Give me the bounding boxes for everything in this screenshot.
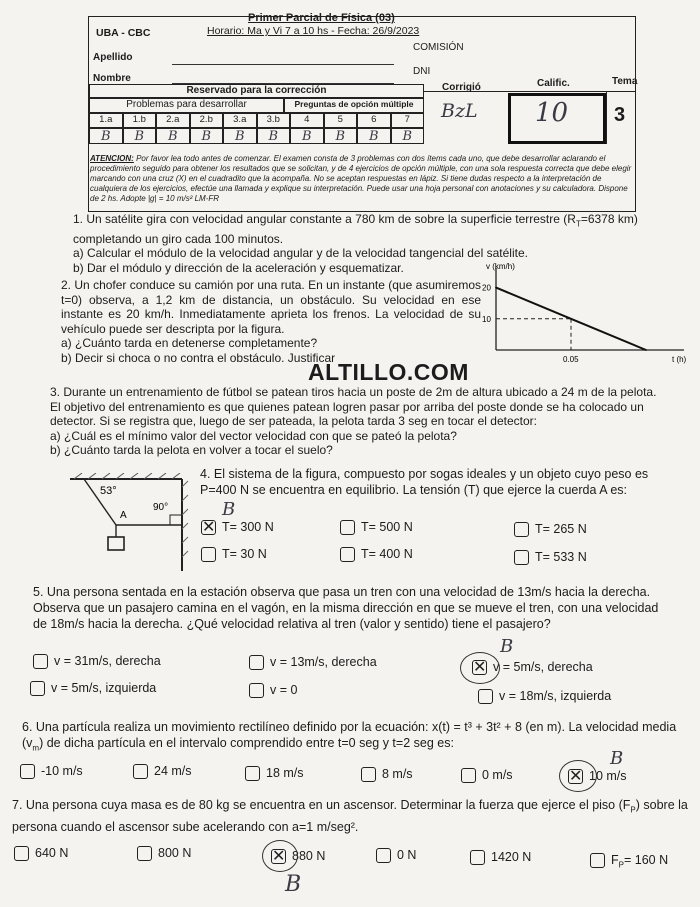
- grade-label: Calific.: [537, 78, 570, 89]
- y-tick-label: 10: [482, 314, 491, 324]
- checkbox[interactable]: [376, 848, 391, 863]
- q7-option-5[interactable]: [470, 850, 531, 865]
- x-tick-label: 0.05: [563, 355, 579, 364]
- y-tick-label: 20: [482, 283, 491, 293]
- q4-option-4-label: T= 30 N: [222, 547, 267, 561]
- q7-text-end: ) sobre la persona cuando el ascensor sube acelerando con a=1 m/seg².: [12, 798, 688, 834]
- q3-a: a) ¿Cuál es el mínimo valor del vector velocidad con que se pateó la pelota?: [50, 428, 457, 443]
- angle-53: 53°: [100, 485, 117, 497]
- q5-option-4[interactable]: [30, 681, 156, 696]
- q1-sub: T: [575, 219, 581, 229]
- checkbox[interactable]: [249, 655, 264, 670]
- q5-option-5[interactable]: [249, 683, 297, 698]
- q5-option-5-label: v = 0: [270, 683, 298, 697]
- q6-option-4[interactable]: [361, 767, 413, 782]
- exam-title: Primer Parcial de Física (03): [248, 12, 395, 24]
- checkbox[interactable]: [249, 683, 264, 698]
- grade-mark: B: [89, 128, 123, 144]
- right-angle-mark: [170, 515, 182, 525]
- q6-annotation: B: [610, 748, 624, 769]
- q5-option-4-label: v = 5m/s, izquierda: [51, 681, 157, 695]
- q6-text: 6. Una partícula realiza un movimiento rectilíneo definido por la ecuación: x(t) = t³ + 3t² + 8 (en m). La velocidad media (v: [22, 720, 677, 750]
- q6-option-3-label: 18 m/s: [266, 766, 304, 780]
- q5-option-3-label: v = 5m/s, derecha: [493, 660, 593, 674]
- corrector-signature: BzL: [441, 100, 478, 122]
- q6-option-2-label: 24 m/s: [154, 764, 192, 778]
- q4-option-2-label: T= 500 N: [361, 520, 413, 534]
- q1-b: b) Dar el módulo y dirección de la aceleración y esquematizar.: [73, 260, 404, 275]
- q6: [22, 719, 687, 757]
- q2-a: a) ¿Cuánto tarda en detenerse completamente?: [61, 336, 318, 350]
- grade-mark: B: [357, 128, 391, 144]
- checkbox[interactable]: [30, 681, 45, 696]
- q5-answer-circle: [460, 652, 500, 684]
- data-point: [570, 318, 572, 320]
- column-header: 1.b: [123, 113, 157, 128]
- grade-mark: B: [391, 128, 425, 144]
- q7-option-3-label: 880 N: [292, 849, 326, 863]
- q6-option-3[interactable]: [245, 766, 304, 781]
- q4-option-1-label: T= 300 N: [222, 520, 274, 534]
- q1-text-end: =6378 km) completando un giro cada 100 minutos.: [73, 212, 638, 246]
- column-header: 6: [357, 113, 391, 128]
- q7-option-4[interactable]: [376, 848, 416, 863]
- q1-text: 1. Un satélite gira con velocidad angular constante a 780 km de sobre la superficie terrestre (R: [73, 212, 576, 226]
- data-point: [645, 349, 647, 351]
- checkbox[interactable]: [361, 767, 376, 782]
- angle-90: 90°: [153, 502, 169, 513]
- commission-label: COMISIÓN: [413, 42, 464, 53]
- q4-option-1[interactable]: [201, 520, 274, 535]
- topic-label: Tema: [612, 76, 638, 87]
- q5-option-6[interactable]: [478, 689, 611, 704]
- data-point: [495, 287, 497, 289]
- q4-option-5[interactable]: [340, 547, 413, 562]
- watermark: ALTILLO.COM: [308, 359, 469, 385]
- q4-option-4[interactable]: [201, 547, 267, 562]
- grade-mark: B: [290, 128, 324, 144]
- grade-value: 10: [535, 98, 569, 128]
- velocity-time-chart: [482, 258, 692, 370]
- column-header: 3.a: [223, 113, 257, 128]
- q6-option-1-label: -10 m/s: [41, 764, 83, 778]
- q4-annotation: B: [222, 499, 236, 520]
- name-label: Nombre: [93, 73, 131, 84]
- checkbox-marked[interactable]: [201, 520, 216, 535]
- q3-text: 3. Durante un entrenamiento de fútbol se patean tiros hacia un poste de 2m de altura ubicado a 24 m de la pelota. El objetivo del entrenamiento es que quienes patean logren pasar por arriba del poste donde se ha colocado un detector. Si se registra que, luego de ser pateada, la pelota tarda 3 seg en tocar el detector:: [50, 385, 657, 428]
- mc-label: Preguntas de opción múltiple: [284, 98, 424, 113]
- grade-mark: B: [123, 128, 157, 144]
- q2: [61, 278, 481, 365]
- surname-line[interactable]: [172, 64, 394, 65]
- q6-sub: m: [32, 743, 40, 753]
- x-axis-label: t (h): [672, 355, 687, 364]
- q7: [12, 797, 692, 835]
- q6-option-1[interactable]: [20, 764, 83, 779]
- q6-text-end: ) de dicha partícula en el intervalo comprendido entre t=0 seg y t=2 seg es:: [39, 736, 454, 750]
- q4-text: 4. El sistema de la figura, compuesto por sogas ideales y un objeto cuyo peso es P=400 N se encuentra en equilibrio. La tensión (T) que ejerce la cuerda A es:: [200, 467, 649, 497]
- column-header: 2.a: [156, 113, 190, 128]
- q7-option-6-label: = 160 N: [623, 853, 669, 867]
- q7-annotation: B: [285, 872, 302, 897]
- column-header: 5: [324, 113, 358, 128]
- q6-option-5-label: 0 m/s: [482, 768, 513, 782]
- q4-option-6-label: T= 533 N: [535, 550, 587, 564]
- q7-option-2-label: 800 N: [158, 846, 192, 860]
- q5-text: 5. Una persona sentada en la estación observa que pasa un tren con una velocidad de 13m/s hacia la derecha. Observa que un pasajero camina en el vagón, en la misma dirección en que se mueve el tren, con una velocidad de 18m/s hacia la derecha. ¿Qué velocidad relativa al tren (valor y sentido) tiene el pasajero?: [33, 585, 659, 631]
- q3-b: b) ¿Cuánto tarda la pelota en volver a tocar el suelo?: [50, 443, 333, 457]
- q7-answer-circle: [262, 840, 298, 872]
- q4-option-5-label: T= 400 N: [361, 547, 413, 561]
- checkbox[interactable]: [514, 522, 529, 537]
- checkbox[interactable]: [201, 547, 216, 562]
- q7-option-2[interactable]: [137, 846, 191, 861]
- q5-annotation: B: [500, 636, 514, 657]
- problems-label: Problemas para desarrollar: [89, 98, 284, 113]
- column-header: 1.a: [89, 113, 123, 128]
- dni-label: DNI: [413, 66, 431, 77]
- q7-option-6-label-f: F: [611, 853, 619, 867]
- surname-label: Apellido: [93, 52, 133, 63]
- column-header: 2.b: [190, 113, 224, 128]
- q5-option-2-label: v = 13m/s, derecha: [270, 655, 377, 669]
- grade-mark: B: [257, 128, 291, 144]
- reserved-label: Reservado para la corrección: [89, 84, 424, 98]
- q4-option-6[interactable]: [514, 550, 587, 565]
- q2-b: b) Decir si choca o no contra el obstáculo. Justificar: [61, 350, 336, 365]
- column-header: 3.b: [257, 113, 291, 128]
- q6-option-5[interactable]: [461, 768, 513, 783]
- checkbox[interactable]: [590, 853, 605, 868]
- grade-mark: B: [190, 128, 224, 144]
- notice: [90, 154, 634, 204]
- q2-text: 2. Un chofer conduce su camión por una ruta. En un instante (que asumiremos t=0) observa, a 1,2 km de distancia, un obstáculo. Su velocidad en ese instante es 20 km/h. Inmediatamente aprieta los frenos. La velocidad de su vehículo puede ser descripta por la figura.: [61, 278, 481, 336]
- checkbox[interactable]: [20, 764, 35, 779]
- checkbox[interactable]: [514, 550, 529, 565]
- checkbox[interactable]: [340, 547, 355, 562]
- q5-option-2[interactable]: [249, 655, 377, 670]
- checkbox[interactable]: [245, 766, 260, 781]
- q7-option-5-label: 1420 N: [491, 850, 532, 864]
- notice-text: Por favor lea todo antes de comenzar. El examen consta de 3 problemas con dos ítems cada uno, que debe desarrollar aclarando el procedimiento seguido para obtener los resultados que se solicitan, y de 4 ejercicios de opción múltiple, con una sola respuesta correcta que debe elegir marcando con una cruz (X) en el cuadradito que la acompaña. No se aceptan respuestas en lápiz. Si tiene dudas respecto a la interpretación de cualquiera de los ejercicios, efectúe una llamada y explique su interpretación. Puede usar una hoja personal con anotaciones y su calculadora. Dispone de 2 hs. Adopte |g| = 10 m/s² LM-FR: [90, 154, 632, 203]
- q4-option-3[interactable]: [514, 522, 587, 537]
- grade-mark: B: [156, 128, 190, 144]
- checkbox[interactable]: [14, 846, 29, 861]
- checkbox[interactable]: [133, 764, 148, 779]
- q5-option-6-label: v = 18m/s, izquierda: [499, 689, 612, 703]
- q7-option-1[interactable]: [14, 846, 68, 861]
- q5-option-1-label: v = 31m/s, derecha: [54, 654, 161, 668]
- topic-value: 3: [614, 104, 626, 126]
- checkbox[interactable]: [340, 520, 355, 535]
- q3: [50, 385, 662, 458]
- checkbox[interactable]: [33, 654, 48, 669]
- institution: UBA - CBC: [96, 27, 151, 39]
- q6-option-6-label: 10 m/s: [589, 769, 627, 783]
- rope-a-label: A: [120, 510, 127, 521]
- q7-sub: P: [630, 805, 636, 815]
- q7-option-4-label: 0 N: [397, 848, 417, 862]
- checkbox[interactable]: [137, 846, 152, 861]
- q4-option-2[interactable]: [340, 520, 413, 535]
- hanging-weight: [108, 537, 124, 550]
- grade-mark: B: [223, 128, 257, 144]
- y-axis-label: v (km/h): [486, 262, 515, 271]
- checkbox[interactable]: [461, 768, 476, 783]
- q5-option-1[interactable]: [33, 654, 161, 669]
- q6-option-4-label: 8 m/s: [382, 767, 413, 781]
- column-header: 7: [391, 113, 425, 128]
- notice-title: ATENCION:: [90, 154, 134, 163]
- column-header: 4: [290, 113, 324, 128]
- q7-text: 7. Una persona cuya masa es de 80 kg se encuentra en un ascensor. Determinar la fuerza que ejerce el piso (F: [12, 798, 631, 812]
- tension-figure: [62, 473, 202, 573]
- q6-answer-circle: [559, 760, 597, 792]
- grade-mark: B: [324, 128, 358, 144]
- corrector-label: Corrigió: [442, 82, 481, 93]
- q6-option-2[interactable]: [133, 764, 192, 779]
- q4-option-3-label: T= 265 N: [535, 522, 587, 536]
- exam-schedule: Horario: Ma y Vi 7 a 10 hs - Fecha: 26/9/2023: [207, 25, 420, 37]
- q7-option-1-label: 640 N: [35, 846, 69, 860]
- checkbox[interactable]: [478, 689, 493, 704]
- q7-option-6-sub: P: [618, 860, 624, 870]
- q7-option-6[interactable]: [590, 853, 668, 870]
- divider: [424, 91, 636, 92]
- checkbox[interactable]: [470, 850, 485, 865]
- q1-a: a) Calcular el módulo de la velocidad angular y de la velocidad tangencial del satélite.: [73, 246, 528, 261]
